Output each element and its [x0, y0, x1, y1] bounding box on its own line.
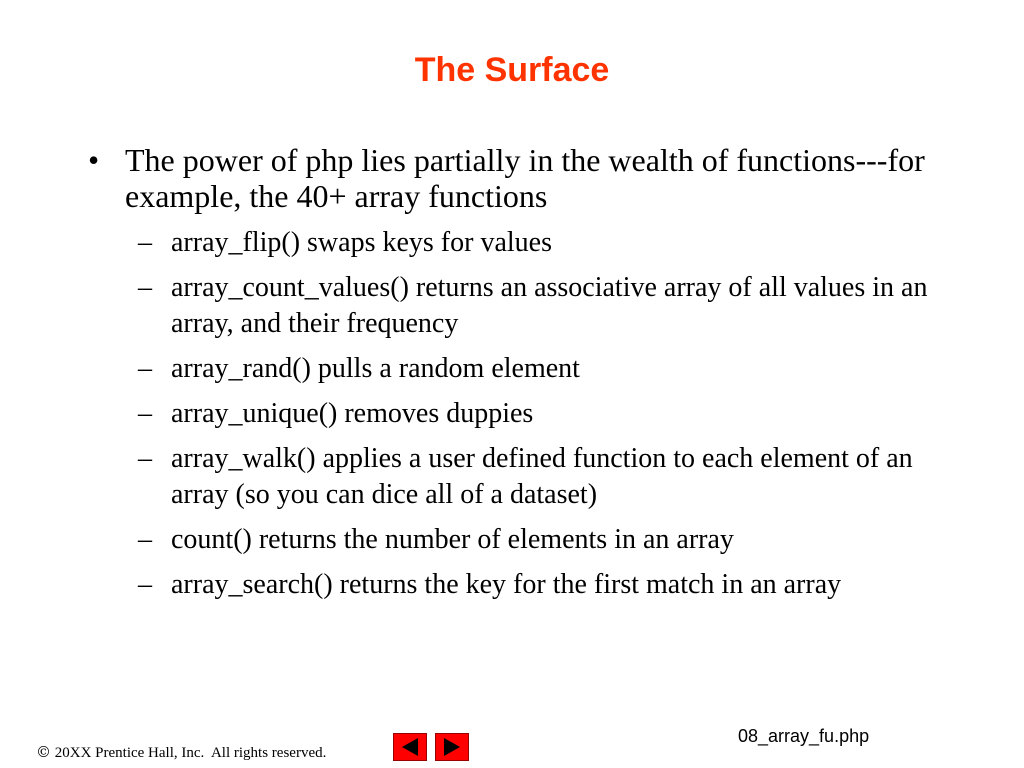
- sub-bullet: [88, 396, 948, 432]
- sub-bullet-text: array_unique() removes duppies: [171, 398, 534, 429]
- next-slide-button[interactable]: [435, 733, 469, 761]
- dash-marker: –: [138, 353, 152, 384]
- sub-bullet: [88, 270, 948, 342]
- sub-bullet-text: array_rand() pulls a random element: [171, 353, 580, 384]
- sub-bullet-text: array_count_values() returns an associative array of all values in an array, and their frequency: [171, 272, 928, 339]
- dash-marker: –: [138, 569, 152, 600]
- slide-title: The Surface: [414, 51, 610, 89]
- sub-bullet: [88, 225, 948, 261]
- copyright-symbol: ©: [36, 743, 51, 761]
- dash-marker: –: [138, 272, 152, 303]
- sub-bullet: [88, 522, 948, 558]
- dash-marker: –: [138, 524, 152, 555]
- copyright-text: 20XX Prentice Hall, Inc. All rights reserved.: [51, 745, 327, 761]
- sub-bullet-text: count() returns the number of elements in an array: [171, 524, 734, 555]
- dash-marker: –: [138, 227, 152, 258]
- main-bullet: [88, 142, 948, 214]
- sub-bullet-text: array_search() returns the key for the first match in an array: [171, 569, 842, 600]
- sub-bullet: [88, 567, 948, 603]
- dash-marker: –: [138, 443, 152, 474]
- previous-slide-button[interactable]: [393, 733, 427, 761]
- footer-copyright: [36, 742, 326, 763]
- bullet-marker: •: [88, 142, 100, 178]
- sub-bullet-list: [88, 225, 948, 603]
- footer-filename: 08_array_fu.php: [738, 726, 870, 746]
- right-triangle-icon: [435, 733, 469, 761]
- left-triangle-icon: [393, 733, 427, 761]
- sub-bullet-text: array_flip() swaps keys for values: [171, 227, 552, 258]
- sub-bullet: [88, 351, 948, 387]
- slide-content: [88, 142, 948, 612]
- sub-bullet-text: array_walk() applies a user defined function to each element of an array (so you can dice all of a dataset): [171, 443, 913, 510]
- dash-marker: –: [138, 398, 152, 429]
- sub-bullet: [88, 441, 948, 513]
- main-bullet-text: The power of php lies partially in the wealth of functions---for example, the 40+ array functions: [125, 142, 925, 214]
